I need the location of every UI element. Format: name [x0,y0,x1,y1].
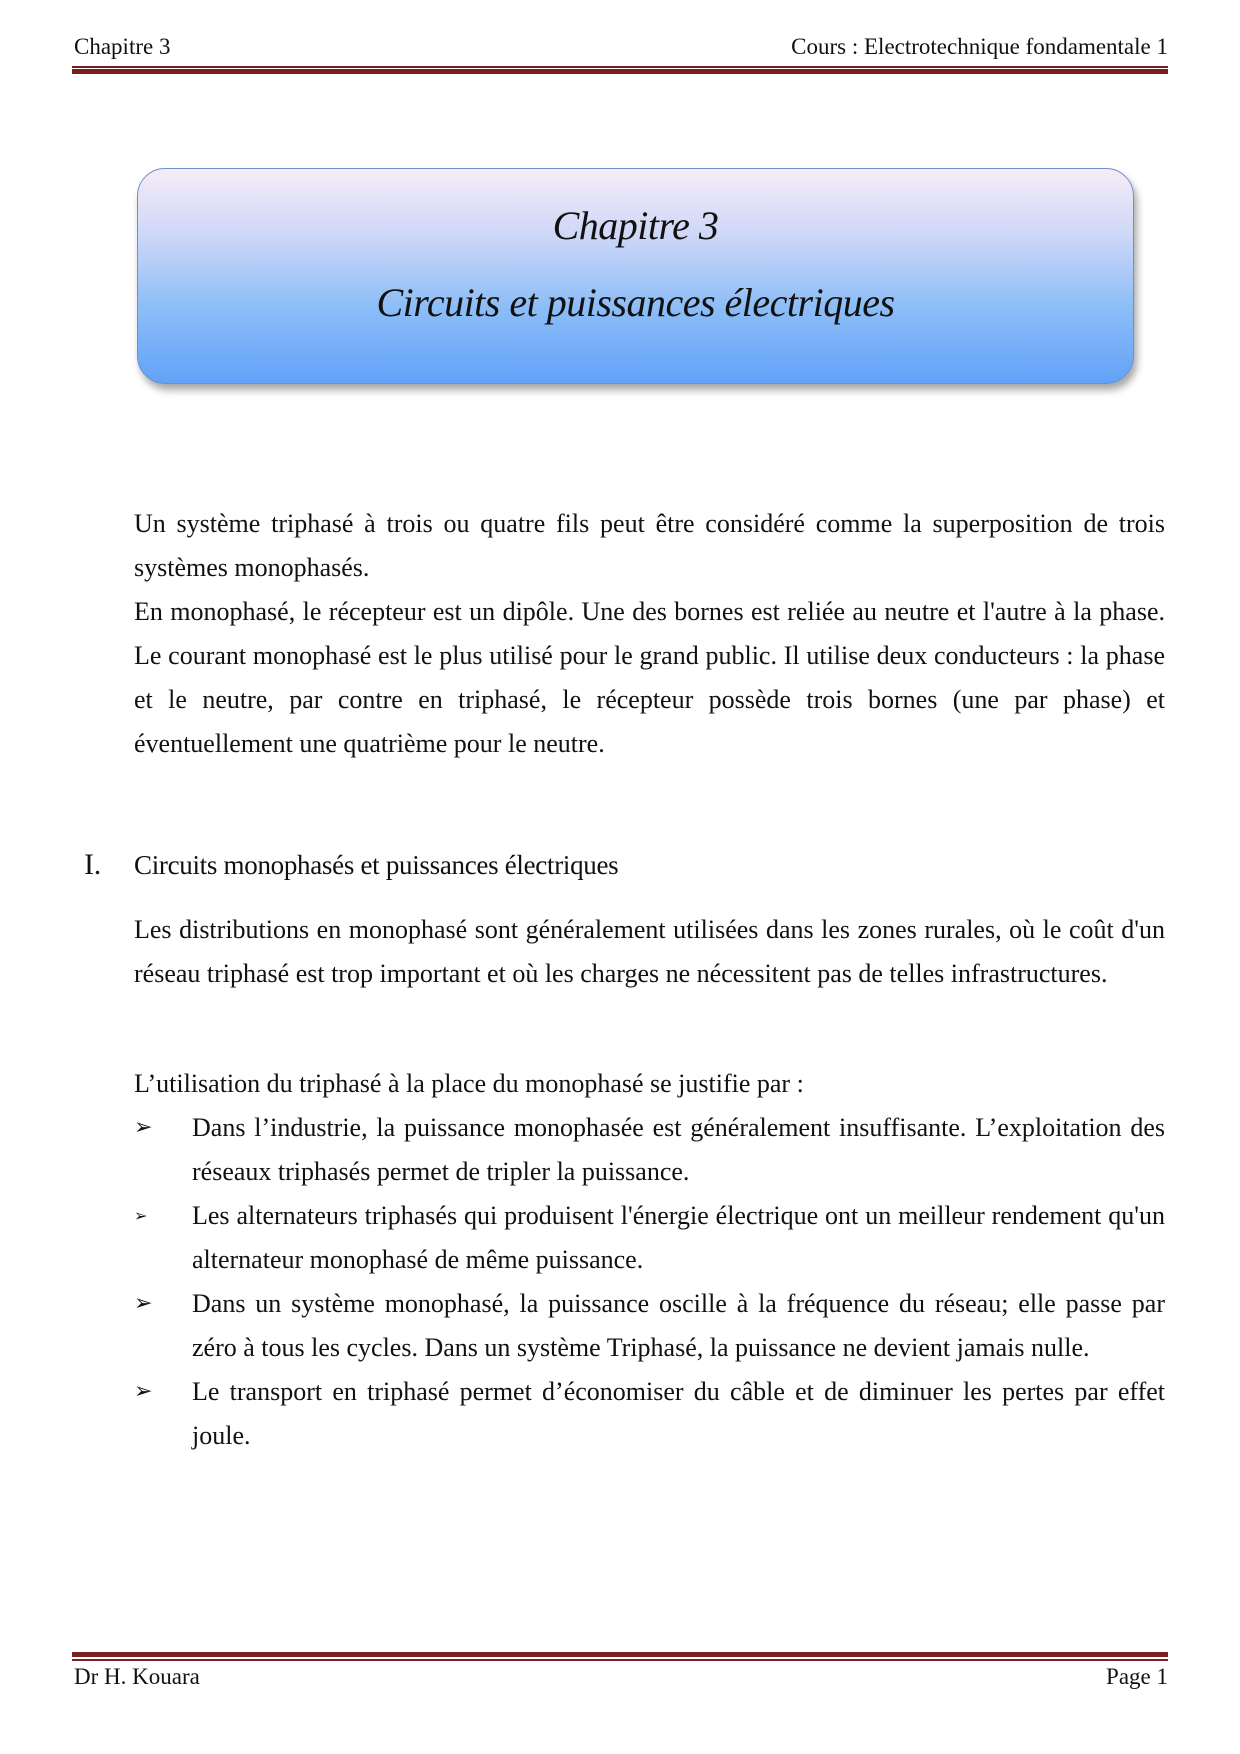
chapter-title-box [137,168,1134,384]
list-item [134,1282,1165,1370]
header-chapter: Chapitre 3 [74,34,171,59]
list-item-text: Dans l’industrie, la puissance monophasée est généralement insuffisante. L’exploitation des réseaux triphasés permet de tripler la puissance. [192,1113,1165,1186]
list-item [134,1194,1165,1282]
arrow-bullet-icon: ➢ [134,1379,153,1404]
intro-paragraph-1: Un système triphasé à trois ou quatre fils peut être considéré comme la superposition de trois systèmes monophasés. [134,509,1165,582]
list-item-text: Dans un système monophasé, la puissance oscille à la fréquence du réseau; elle passe par zéro à tous les cycles. Dans un système Triphasé, la puissance ne devient jamais nulle. [192,1289,1165,1362]
header-course: Cours : Electrotechnique fondamentale 1 [791,34,1168,59]
section-paragraph-block-2 [134,1062,1165,1106]
header-rule-thin [72,66,1168,68]
list-item-text: Le transport en triphasé permet d’économiser du câble et de diminuer les pertes par effet joule. [192,1377,1165,1450]
arrow-bullet-icon: ➢ [134,1291,153,1316]
header-rule-thick [72,69,1168,74]
chapter-title: Chapitre 3 [552,203,719,248]
section-paragraph-block [134,908,1165,996]
intro-paragraph-2: En monophasé, le récepteur est un dipôle. Une des bornes est reliée au neutre et l'autre à la phase. Le courant monophasé est le plus utilisé pour le grand public. Il utilise deux conducteurs : la phase et le neutre, par contre en triphasé, le récepteur possède trois bornes (une par phase) et éventuellement une quatrième pour le neutre. [134,597,1165,758]
footer-rule-thick [72,1652,1168,1657]
section-heading [84,848,618,882]
chapter-subtitle: Circuits et puissances électriques [376,280,895,325]
arrow-bullet-icon: ➢ [134,1206,148,1225]
arrow-bullet-icon: ➢ [134,1115,153,1140]
footer-rule-thin [72,1659,1168,1661]
page-header [74,30,1168,66]
intro-text [134,502,1165,766]
list-item [134,1106,1165,1194]
footer-author: Dr H. Kouara [74,1664,200,1689]
section-paragraph-2: L’utilisation du triphasé à la place du monophasé se justifie par : [134,1069,804,1098]
justification-list [134,1106,1165,1458]
page-number: Page 1 [1106,1664,1168,1689]
section-title: Circuits monophasés et puissances électriques [134,850,619,880]
list-item-text: Les alternateurs triphasés qui produisent l'énergie électrique ont un meilleur rendement qu'un alternateur monophasé de même puissance. [192,1201,1165,1274]
list-item [134,1370,1165,1458]
section-number: I. [84,848,101,881]
section-paragraph-1: Les distributions en monophasé sont généralement utilisées dans les zones rurales, où le coût d'un réseau triphasé est trop important et où les charges ne nécessitent pas de telles infrastructures. [134,915,1165,988]
